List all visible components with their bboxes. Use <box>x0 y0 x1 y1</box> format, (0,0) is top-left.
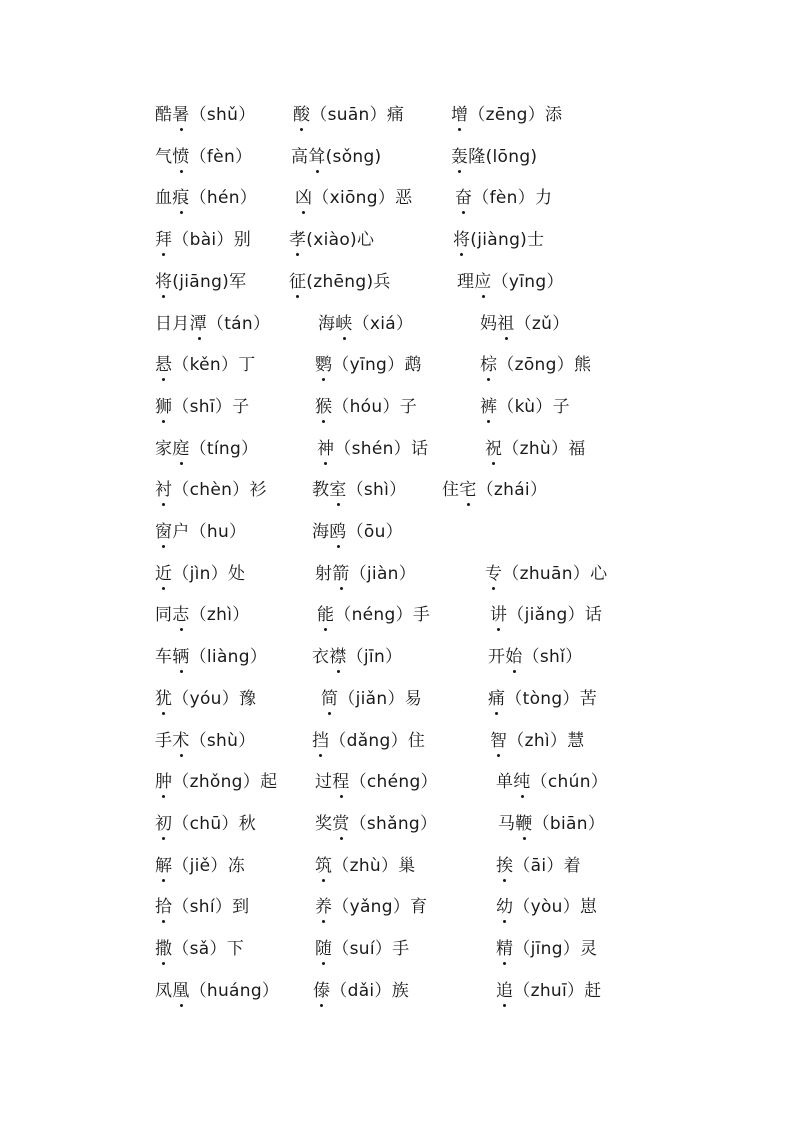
vocab-entry: 随（suí）手 <box>315 939 410 959</box>
emphasis-dot <box>162 795 165 798</box>
vocab-entry: 妈祖（zǔ） <box>480 313 570 334</box>
emphasis-dot <box>503 920 506 923</box>
emphasis-dot <box>337 503 340 506</box>
emphasis-dot <box>337 670 340 673</box>
vocab-entry: 奋（fèn）力 <box>455 188 553 209</box>
emphasis-dot <box>162 503 165 506</box>
emphasis-dot <box>503 962 506 965</box>
vocab-entry: 痛（tòng）苦 <box>488 688 598 709</box>
vocab-entry: 专（zhuān）心 <box>485 563 608 584</box>
vocab-entry: 拾（shí）到 <box>155 897 250 918</box>
vocab-entry: 海鸥（ōu） <box>312 522 403 542</box>
vocab-entry: 撒（sǎ）下 <box>155 939 245 959</box>
emphasis-dot <box>322 962 325 965</box>
emphasis-dot <box>162 545 165 548</box>
emphasis-dot <box>180 1004 183 1007</box>
vocab-entry: 海峡（xiá） <box>318 313 414 334</box>
vocab-row <box>155 685 755 713</box>
vocab-entry: 傣（dǎi）族 <box>313 980 410 1001</box>
vocab-entry: 筑（zhù）巢 <box>315 855 416 876</box>
vocab-row <box>155 893 755 921</box>
vocab-row <box>155 268 755 296</box>
emphasis-dot <box>521 795 524 798</box>
vocab-row <box>155 393 755 421</box>
vocab-entry: 挨（āi）着 <box>496 855 581 876</box>
vocab-entry: 理应（yīng） <box>457 271 564 292</box>
vocab-entry: 手术（shù） <box>155 730 256 751</box>
vocab-row <box>155 518 755 546</box>
emphasis-dot <box>180 628 183 631</box>
emphasis-dot <box>180 462 183 465</box>
vocab-entry: 犹（yóu）豫 <box>155 688 257 709</box>
emphasis-dot <box>467 503 470 506</box>
vocab-entry: 初（chū）秋 <box>155 813 256 834</box>
vocab-row <box>155 810 755 838</box>
vocab-row <box>155 143 755 171</box>
emphasis-dot <box>300 128 303 131</box>
vocab-entry: 酷暑（shǔ） <box>155 105 256 125</box>
vocab-row <box>155 184 755 212</box>
emphasis-dot <box>324 462 327 465</box>
vocab-row <box>155 310 755 338</box>
vocab-entry: 住宅（zhái） <box>442 480 548 501</box>
vocab-entry: 能（néng）手 <box>317 605 431 626</box>
vocab-entry: 裤（kù）子 <box>480 396 570 417</box>
emphasis-dot <box>180 670 183 673</box>
vocab-entry: 单纯（chún） <box>496 772 609 793</box>
vocab-entry: 解（jiě）冻 <box>155 855 246 876</box>
emphasis-dot <box>180 170 183 173</box>
emphasis-dot <box>322 378 325 381</box>
vocab-entry: 凶（xiōng）恶 <box>295 188 413 209</box>
vocab-row <box>155 768 755 796</box>
vocab-entry: 衬（chèn）衫 <box>155 480 267 501</box>
emphasis-dot <box>162 295 165 298</box>
vocab-entry: 孝(xiào)心 <box>289 230 375 251</box>
vocab-entry: 日月潭（tán） <box>155 313 271 334</box>
vocab-entry: 拜（bài）别 <box>155 230 252 251</box>
vocab-entry: 窗户（hu） <box>155 522 247 542</box>
vocab-entry: 过程（chéng） <box>315 772 438 793</box>
emphasis-dot <box>162 920 165 923</box>
emphasis-dot <box>302 211 305 214</box>
emphasis-dot <box>503 1004 506 1007</box>
vocab-row <box>155 601 755 629</box>
vocab-entry: 棕（zōng）熊 <box>480 355 592 376</box>
vocab-entry: 幼（yòu）崽 <box>496 897 598 918</box>
emphasis-dot <box>492 462 495 465</box>
emphasis-dot <box>316 170 319 173</box>
emphasis-dot <box>296 295 299 298</box>
emphasis-dot <box>458 170 461 173</box>
vocab-entry: 养（yǎng）育 <box>315 897 428 918</box>
vocab-entry: 车辆（liàng） <box>155 647 268 668</box>
emphasis-dot <box>340 837 343 840</box>
vocab-entry: 酸（suān）痛 <box>293 105 405 125</box>
vocab-entry: 凤凰（huáng） <box>155 980 280 1001</box>
vocab-entry: 简（jiǎn）易 <box>321 688 423 709</box>
vocab-row <box>155 351 755 379</box>
emphasis-dot <box>497 628 500 631</box>
vocab-row <box>155 560 755 588</box>
emphasis-dot <box>328 712 331 715</box>
emphasis-dot <box>319 754 322 757</box>
emphasis-dot <box>340 795 343 798</box>
vocab-entry: 狮（shī）子 <box>155 396 250 417</box>
emphasis-dot <box>497 754 500 757</box>
vocab-entry: 奖赏（shǎng） <box>315 813 438 834</box>
vocab-row <box>155 643 755 671</box>
emphasis-dot <box>487 420 490 423</box>
vocab-entry: 神（shén）话 <box>317 438 429 459</box>
emphasis-dot <box>487 378 490 381</box>
emphasis-dot <box>162 420 165 423</box>
emphasis-dot <box>324 628 327 631</box>
emphasis-dot <box>492 587 495 590</box>
vocab-entry: 智（zhì）慧 <box>490 730 585 751</box>
vocab-row <box>155 476 755 504</box>
vocab-entry: 挡（dǎng）住 <box>312 730 426 751</box>
emphasis-dot <box>482 295 485 298</box>
emphasis-dot <box>513 670 516 673</box>
vocab-entry: 轰隆(lōng) <box>451 146 538 167</box>
vocab-entry: 高耸(sǒng) <box>291 146 382 167</box>
emphasis-dot <box>162 837 165 840</box>
vocab-entry: 将(jiàng)士 <box>453 230 545 251</box>
vocab-entry: 家庭（tíng） <box>155 438 259 459</box>
emphasis-dot <box>462 211 465 214</box>
vocab-entry: 祝（zhù）福 <box>485 438 586 459</box>
vocab-entry: 衣襟（jīn） <box>312 647 403 668</box>
vocab-row <box>155 727 755 755</box>
emphasis-dot <box>495 712 498 715</box>
emphasis-dot <box>180 128 183 131</box>
vocab-entry: 射箭（jiàn） <box>315 563 417 584</box>
emphasis-dot <box>337 545 340 548</box>
vocab-entry: 追（zhuī）赶 <box>496 980 602 1001</box>
emphasis-dot <box>343 337 346 340</box>
vocab-entry: 肿（zhǒng）起 <box>155 772 278 793</box>
vocab-entry: 血痕（hén） <box>155 188 258 209</box>
vocab-entry: 精（jīng）灵 <box>496 939 598 959</box>
vocab-entry: 教室（shì） <box>312 480 407 501</box>
vocab-row <box>155 935 755 963</box>
emphasis-dot <box>162 962 165 965</box>
emphasis-dot <box>340 587 343 590</box>
emphasis-dot <box>322 420 325 423</box>
vocab-entry: 悬（kěn）丁 <box>155 355 256 376</box>
vocab-entry: 增（zēng）添 <box>451 105 563 125</box>
emphasis-dot <box>322 920 325 923</box>
vocab-row <box>155 977 755 1005</box>
vocab-row <box>155 226 755 254</box>
vocab-row <box>155 435 755 463</box>
emphasis-dot <box>296 253 299 256</box>
vocab-entry: 征(zhēng)兵 <box>289 271 391 292</box>
vocab-entry: 气愤（fèn） <box>155 146 253 167</box>
emphasis-dot <box>322 879 325 882</box>
vocab-entry: 鹦（yīng）鹉 <box>315 355 422 376</box>
vocab-entry: 马鞭（biān） <box>498 813 606 834</box>
emphasis-dot <box>505 337 508 340</box>
vocab-entry: 将(jiāng)军 <box>155 271 247 292</box>
vocab-entry: 猴（hóu）子 <box>315 396 418 417</box>
emphasis-dot <box>458 128 461 131</box>
emphasis-dot <box>460 253 463 256</box>
emphasis-dot <box>162 253 165 256</box>
emphasis-dot <box>162 879 165 882</box>
emphasis-dot <box>198 337 201 340</box>
vocab-entry: 开始（shǐ） <box>488 647 583 668</box>
vocab-row <box>155 101 755 129</box>
emphasis-dot <box>523 837 526 840</box>
emphasis-dot <box>162 712 165 715</box>
emphasis-dot <box>180 754 183 757</box>
emphasis-dot <box>162 378 165 381</box>
vocab-entry: 近（jìn）处 <box>155 563 246 584</box>
vocab-entry: 同志（zhì） <box>155 605 250 626</box>
emphasis-dot <box>180 211 183 214</box>
emphasis-dot <box>503 879 506 882</box>
emphasis-dot <box>162 587 165 590</box>
vocab-row <box>155 852 755 880</box>
emphasis-dot <box>320 1004 323 1007</box>
vocab-entry: 讲（jiǎng）话 <box>490 605 603 626</box>
